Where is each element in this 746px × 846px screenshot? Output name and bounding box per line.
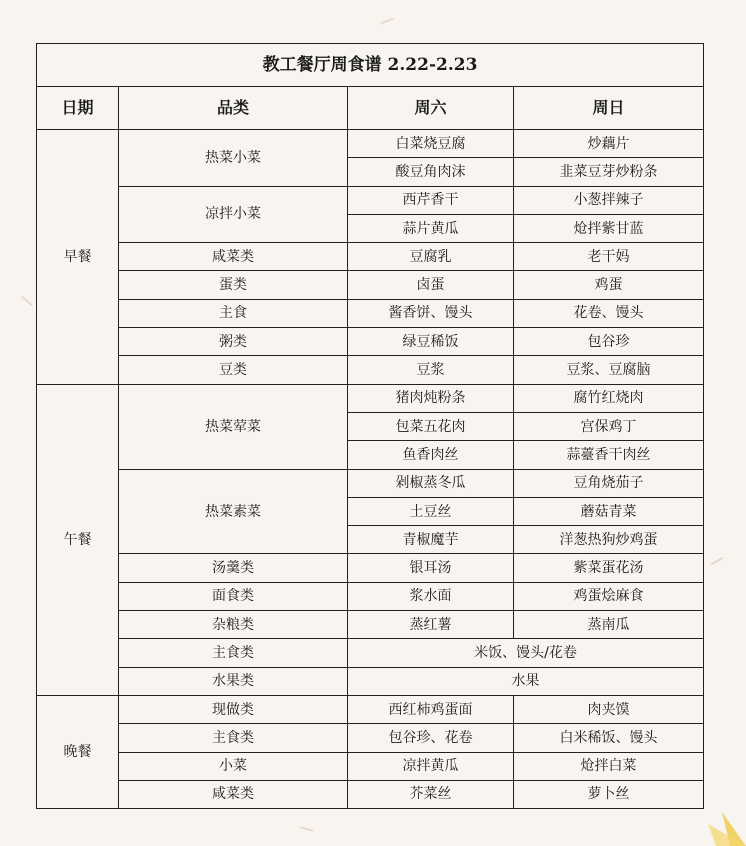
both-days-dish: 水果 bbox=[348, 667, 704, 695]
paper-speck bbox=[21, 296, 33, 307]
table-row bbox=[37, 639, 704, 667]
category-cell: 杂粮类 bbox=[119, 611, 348, 639]
header-category: 品类 bbox=[119, 87, 348, 130]
table-title: 教工餐厅周食谱 2.22-2.23 bbox=[37, 44, 704, 87]
category-cell: 咸菜类 bbox=[119, 780, 348, 808]
header-saturday: 周六 bbox=[348, 87, 514, 130]
sun-dish: 炝拌紫甘蓝 bbox=[514, 214, 704, 242]
both-days-dish: 米饭、馒头/花卷 bbox=[348, 639, 704, 667]
table-row bbox=[37, 186, 704, 214]
category-cell: 面食类 bbox=[119, 582, 348, 610]
meal-lunch: 午餐 bbox=[37, 384, 119, 695]
sun-dish: 宫保鸡丁 bbox=[514, 412, 704, 440]
sat-dish: 蒸红薯 bbox=[348, 611, 514, 639]
sat-dish: 包谷珍、花卷 bbox=[348, 724, 514, 752]
sat-dish: 酸豆角肉沫 bbox=[348, 158, 514, 186]
meal-dinner: 晚餐 bbox=[37, 695, 119, 808]
table-row bbox=[37, 356, 704, 384]
sun-dish: 蒜薹香干肉丝 bbox=[514, 441, 704, 469]
sat-dish: 青椒魔芋 bbox=[348, 526, 514, 554]
category-cell: 热菜小菜 bbox=[119, 130, 348, 187]
table-row bbox=[37, 271, 704, 299]
sun-dish: 蒸南瓜 bbox=[514, 611, 704, 639]
sun-dish: 白米稀饭、馒头 bbox=[514, 724, 704, 752]
table-row bbox=[37, 667, 704, 695]
sat-dish: 土豆丝 bbox=[348, 497, 514, 525]
title-row bbox=[37, 44, 704, 87]
sat-dish: 浆水面 bbox=[348, 582, 514, 610]
sat-dish: 酱香饼、馒头 bbox=[348, 299, 514, 327]
header-date: 日期 bbox=[37, 87, 119, 130]
category-cell: 主食类 bbox=[119, 639, 348, 667]
sat-dish: 豆浆 bbox=[348, 356, 514, 384]
table-row bbox=[37, 582, 704, 610]
sun-dish: 腐竹红烧肉 bbox=[514, 384, 704, 412]
leaf-decoration-icon bbox=[686, 806, 746, 846]
category-cell: 凉拌小菜 bbox=[119, 186, 348, 243]
table-row bbox=[37, 130, 704, 158]
category-cell: 汤羹类 bbox=[119, 554, 348, 582]
header-row bbox=[37, 87, 704, 130]
sun-dish: 鸡蛋 bbox=[514, 271, 704, 299]
table-row bbox=[37, 243, 704, 271]
sat-dish: 芥菜丝 bbox=[348, 780, 514, 808]
table-row bbox=[37, 724, 704, 752]
sat-dish: 西芹香干 bbox=[348, 186, 514, 214]
table-row bbox=[37, 780, 704, 808]
sun-dish: 豆角烧茄子 bbox=[514, 469, 704, 497]
category-cell: 蛋类 bbox=[119, 271, 348, 299]
category-cell: 主食类 bbox=[119, 724, 348, 752]
table-row bbox=[37, 695, 704, 723]
sun-dish: 萝卜丝 bbox=[514, 780, 704, 808]
sat-dish: 猪肉炖粉条 bbox=[348, 384, 514, 412]
sat-dish: 凉拌黄瓜 bbox=[348, 752, 514, 780]
category-cell: 粥类 bbox=[119, 328, 348, 356]
sat-dish: 绿豆稀饭 bbox=[348, 328, 514, 356]
sat-dish: 卤蛋 bbox=[348, 271, 514, 299]
sun-dish: 炝拌白菜 bbox=[514, 752, 704, 780]
table-row bbox=[37, 469, 704, 497]
category-cell: 主食 bbox=[119, 299, 348, 327]
menu-table bbox=[36, 43, 704, 809]
sun-dish: 炒藕片 bbox=[514, 130, 704, 158]
paper-speck bbox=[300, 826, 314, 832]
sat-dish: 西红柿鸡蛋面 bbox=[348, 695, 514, 723]
sun-dish: 肉夹馍 bbox=[514, 695, 704, 723]
category-cell: 热菜素菜 bbox=[119, 469, 348, 554]
sat-dish: 鱼香肉丝 bbox=[348, 441, 514, 469]
sun-dish: 韭菜豆芽炒粉条 bbox=[514, 158, 704, 186]
table-row bbox=[37, 328, 704, 356]
category-cell: 小菜 bbox=[119, 752, 348, 780]
category-cell: 咸菜类 bbox=[119, 243, 348, 271]
sat-dish: 蒜片黄瓜 bbox=[348, 214, 514, 242]
sun-dish: 豆浆、豆腐脑 bbox=[514, 356, 704, 384]
sun-dish: 蘑菇青菜 bbox=[514, 497, 704, 525]
sun-dish: 小葱拌辣子 bbox=[514, 186, 704, 214]
sun-dish: 洋葱热狗炒鸡蛋 bbox=[514, 526, 704, 554]
table-row bbox=[37, 752, 704, 780]
sun-dish: 老干妈 bbox=[514, 243, 704, 271]
sat-dish: 白菜烧豆腐 bbox=[348, 130, 514, 158]
sat-dish: 豆腐乳 bbox=[348, 243, 514, 271]
category-cell: 热菜荤菜 bbox=[119, 384, 348, 469]
sat-dish: 剁椒蒸冬瓜 bbox=[348, 469, 514, 497]
category-cell: 现做类 bbox=[119, 695, 348, 723]
sun-dish: 紫菜蛋花汤 bbox=[514, 554, 704, 582]
sun-dish: 花卷、馒头 bbox=[514, 299, 704, 327]
table-row bbox=[37, 554, 704, 582]
sat-dish: 银耳汤 bbox=[348, 554, 514, 582]
category-cell: 水果类 bbox=[119, 667, 348, 695]
table-row bbox=[37, 299, 704, 327]
sun-dish: 包谷珍 bbox=[514, 328, 704, 356]
sun-dish: 鸡蛋烩麻食 bbox=[514, 582, 704, 610]
category-cell: 豆类 bbox=[119, 356, 348, 384]
table-row bbox=[37, 384, 704, 412]
sat-dish: 包菜五花肉 bbox=[348, 412, 514, 440]
paper-speck bbox=[380, 18, 394, 25]
meal-breakfast: 早餐 bbox=[37, 130, 119, 385]
paper-speck bbox=[710, 557, 723, 566]
header-sunday: 周日 bbox=[514, 87, 704, 130]
table-row bbox=[37, 611, 704, 639]
